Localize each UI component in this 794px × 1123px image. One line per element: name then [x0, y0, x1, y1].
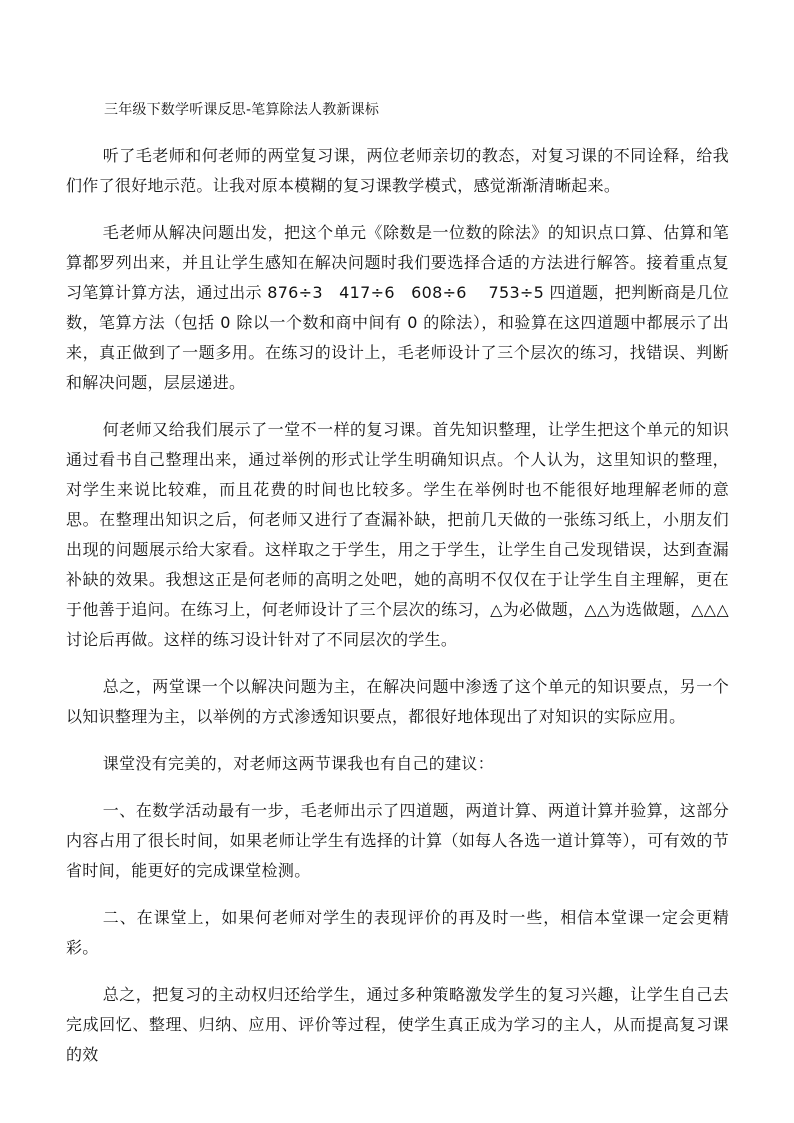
- document-body: [66, 98, 729, 1070]
- paragraph-intro: 听了毛老师和何老师的两堂复习课，两位老师亲切的教态，对复习课的不同诠释，给我们作了很好地示范。让我对原本模糊的复习课教学模式，感觉渐渐清晰起来。: [66, 146, 729, 195]
- document-title: 三年级下数学听课反思-笔算除法人教新课标: [104, 102, 380, 118]
- paragraph-teacher-mao: 毛老师从解决问题出发，把这个单元《除数是一位数的除法》的知识点口算、估算和笔算都罗列出来，并且让学生感知在解决问题时我们要选择合适的方法进行解答。接着重点复习笔算计算方法，通过出示 876÷3 417÷6 608÷6 753÷5 四道题，把判断商是几位数，笔算方法（包括 0 除以一个数和商中间有 0 的除法），和验算在这四道题中都展示了出来，真正做到了一题多用。在练习的设计上，毛老师设计了三个层次的练习，找错误、判断和解决问题，层层递进。: [66, 223, 729, 392]
- paragraph-suggestions-intro: 课堂没有完美的，对老师这两节课我也有自己的建议：: [102, 754, 494, 773]
- paragraph-conclusion: 总之，把复习的主动权归还给学生，通过多种策略激发学生的复习兴趣，让学生自己去完成回忆、整理、归纳、应用、评价等过程，使学生真正成为学习的主人，从而提高复习课的效: [66, 985, 729, 1064]
- paragraph-summary: 总之，两堂课一个以解决问题为主，在解决问题中渗透了这个单元的知识要点，另一个以知识整理为主，以举例的方式渗透知识要点，都很好地体现出了对知识的实际应用。: [66, 677, 729, 726]
- paragraph-suggestion-1: 一、在数学活动最有一步，毛老师出示了四道题，两道计算、两道计算并验算，这部分内容占用了很长时间，如果老师让学生有选择的计算（如每人各选一道计算等），可有效的节省时间，能更好的完成课堂检测。: [66, 801, 729, 880]
- paragraph-suggestion-2: 二、在课堂上，如果何老师对学生的表现评价的再及时一些，相信本堂课一定会更精彩。: [66, 908, 729, 957]
- paragraph-teacher-he: 何老师又给我们展示了一堂不一样的复习课。首先知识整理，让学生把这个单元的知识通过看书自己整理出来，通过举例的形式让学生明确知识点。个人认为，这里知识的整理，对学生来说比较难，而且花费的时间也比较多。学生在举例时也不能很好地理解老师的意思。在整理出知识之后，何老师又进行了查漏补缺，把前几天做的一张练习纸上，小朋友们出现的问题展示给大家看。这样取之于学生，用之于学生，让学生自己发现错误，达到查漏补缺的效果。我想这正是何老师的高明之处吧，她的高明不仅仅在于让学生自主理解，更在于他善于追问。在练习上，何老师设计了三个层次的练习，△为必做题，△△为选做题，△△△讨论后再做。这样的练习设计针对了不同层次的学生。: [66, 420, 729, 649]
